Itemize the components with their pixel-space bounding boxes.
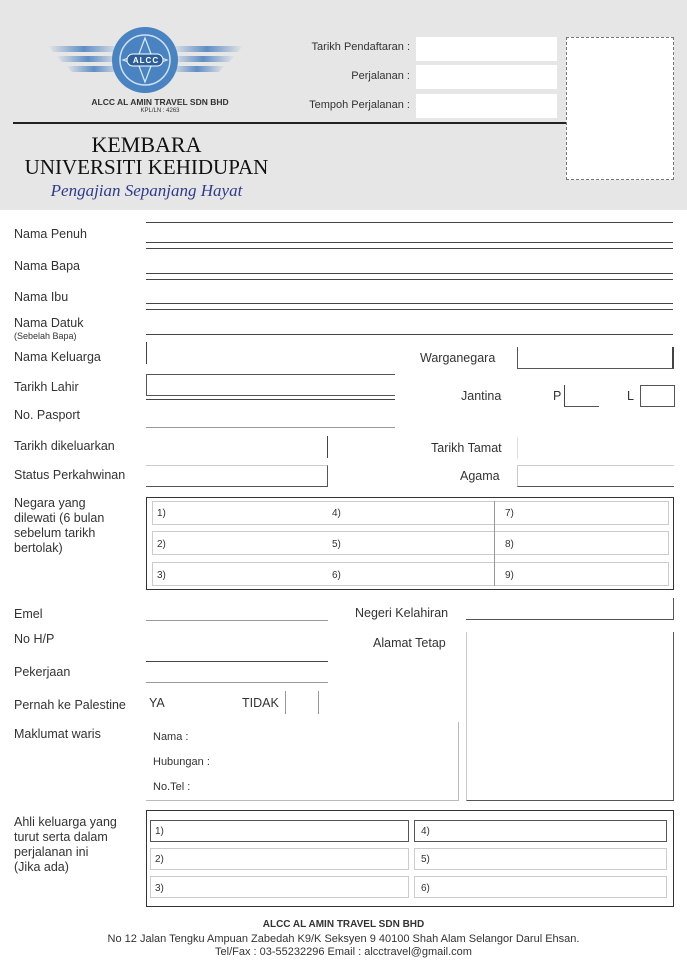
father-name-label: Nama Bapa <box>14 259 81 273</box>
family-row-2b[interactable] <box>414 848 667 870</box>
family-label-1: Ahli keluarga yang <box>14 815 117 829</box>
full-name-line-b[interactable] <box>146 248 673 249</box>
issue-date-field-edge[interactable] <box>327 436 328 458</box>
gender-label: Jantina <box>461 389 502 403</box>
heir-name-label: Nama : <box>153 731 189 743</box>
family-name-label: Nama Keluarga <box>14 350 101 364</box>
religion-label: Agama <box>460 469 500 483</box>
nationality-field[interactable] <box>517 347 674 369</box>
footer-contact: Tel/Fax : 03-55232296 Email : alcctravel@gmail.com <box>215 946 472 958</box>
country-1[interactable]: 1) <box>157 508 166 519</box>
email-label: Emel <box>14 607 43 621</box>
heir-box-bottom <box>146 800 458 801</box>
footer-company: ALCC AL AMIN TRAVEL SDN BHD <box>262 919 425 930</box>
address-field[interactable] <box>466 632 674 801</box>
expiry-date-field[interactable] <box>517 437 674 459</box>
gender-p-checkbox[interactable] <box>564 385 599 407</box>
issue-date-label: Tarikh dikeluarkan <box>14 439 115 453</box>
heir-tel-label: No.Tel : <box>153 781 191 793</box>
passport-line[interactable] <box>146 427 395 428</box>
passport-label: No. Pasport <box>14 408 81 422</box>
trip-field[interactable] <box>416 65 557 89</box>
palestine-label: Pernah ke Palestine <box>14 698 126 712</box>
full-name-line-a <box>146 242 673 243</box>
family-member-3: 3) <box>155 883 164 894</box>
title-line1: KEMBARA <box>91 132 202 157</box>
heir-box-right <box>458 722 459 801</box>
palestine-checkbox[interactable] <box>285 691 319 714</box>
heir-relation-label: Hubungan : <box>153 756 210 768</box>
occupation-label: Pekerjaan <box>14 665 71 679</box>
mother-name-line-a <box>146 303 673 304</box>
country-2[interactable]: 2) <box>157 539 166 550</box>
registration-date-label: Tarikh Pendaftaran : <box>311 41 410 53</box>
registration-date-field[interactable] <box>416 37 557 61</box>
trip-label: Perjalanan : <box>351 70 410 82</box>
grandfather-note: (Sebelah Bapa) <box>14 331 77 341</box>
duration-label: Tempoh Perjalanan : <box>309 99 410 111</box>
country-7[interactable]: 7) <box>505 508 514 519</box>
company-name: ALCC AL AMIN TRAVEL SDN BHD <box>91 97 229 107</box>
nationality-label: Warganegara <box>420 351 496 365</box>
email-line[interactable] <box>146 620 328 621</box>
occupation-line[interactable] <box>146 682 328 683</box>
family-row-1b[interactable] <box>414 820 667 842</box>
family-row-1a[interactable] <box>150 820 409 842</box>
palestine-no[interactable]: TIDAK <box>242 696 279 710</box>
countries-label-2: dilewati (6 bulan <box>14 511 105 525</box>
license-number: KPL/LN : 4263 <box>140 108 180 114</box>
company-logo <box>48 26 243 96</box>
family-row-3a[interactable] <box>150 876 409 898</box>
country-6[interactable]: 6) <box>332 570 341 581</box>
photo-box[interactable] <box>566 37 674 180</box>
family-member-5: 5) <box>421 854 430 865</box>
birth-state-label: Negeri Kelahiran <box>355 606 449 620</box>
countries-label-3: sebelum tarikh <box>14 526 96 540</box>
country-row-3 <box>152 562 669 586</box>
countries-label-4: bertolak) <box>14 541 63 555</box>
family-label-4: (Jika ada) <box>14 860 69 874</box>
subtitle: Pengajian Sepanjang Hayat <box>50 181 243 200</box>
family-member-1: 1) <box>155 826 164 837</box>
family-label-2: turut serta dalam <box>14 830 108 844</box>
duration-field[interactable] <box>416 94 557 118</box>
line-top <box>146 222 673 223</box>
palestine-yes[interactable]: YA <box>149 696 165 710</box>
family-label-3: perjalanan ini <box>14 845 89 859</box>
family-row-3b[interactable] <box>414 876 667 898</box>
title-line2: UNIVERSITI KEHIDUPAN <box>24 155 269 179</box>
country-4[interactable]: 4) <box>332 508 341 519</box>
header-divider <box>13 122 566 124</box>
family-name-tick <box>146 342 147 364</box>
birth-date-label: Tarikh Lahir <box>14 380 79 394</box>
country-col-divider <box>494 501 495 586</box>
phone-line[interactable] <box>146 661 328 662</box>
footer-address: No 12 Jalan Tengku Ampuan Zabedah K9/K Seksyen 9 40100 Shah Alam Selangor Darul Ehsan. <box>107 933 580 945</box>
family-member-2: 2) <box>155 854 164 865</box>
father-name-line-b[interactable] <box>146 279 673 280</box>
address-label: Alamat Tetap <box>373 636 446 650</box>
birth-date-field[interactable] <box>146 374 395 396</box>
marital-status-label: Status Perkahwinan <box>14 468 126 482</box>
logo-text: ALCC <box>132 56 160 65</box>
full-name-label: Nama Penuh <box>14 227 87 241</box>
mother-name-label: Nama Ibu <box>14 290 69 304</box>
country-9[interactable]: 9) <box>505 570 514 581</box>
gender-p-label: P <box>553 389 562 403</box>
grandfather-name-label: Nama Datuk <box>14 316 84 330</box>
family-member-6: 6) <box>421 883 430 894</box>
heir-info-label: Maklumat waris <box>14 727 101 741</box>
father-name-line-a <box>146 273 673 274</box>
grandfather-name-line[interactable] <box>146 334 673 335</box>
birth-date-underline <box>146 399 395 400</box>
country-3[interactable]: 3) <box>157 570 166 581</box>
birth-state-field[interactable] <box>466 598 674 620</box>
gender-l-checkbox[interactable] <box>640 385 675 407</box>
country-5[interactable]: 5) <box>332 539 341 550</box>
family-member-4: 4) <box>421 826 430 837</box>
country-8[interactable]: 8) <box>505 539 514 550</box>
religion-field[interactable] <box>517 465 674 487</box>
countries-label-1: Negara yang <box>14 496 86 510</box>
family-row-2a[interactable] <box>150 848 409 870</box>
country-row-1 <box>152 501 669 525</box>
marital-status-field[interactable] <box>146 465 328 487</box>
phone-label: No H/P <box>14 632 55 646</box>
gender-l-label: L <box>627 389 634 403</box>
country-row-2 <box>152 531 669 555</box>
expiry-date-label: Tarikh Tamat <box>431 441 502 455</box>
mother-name-line-b[interactable] <box>146 309 673 310</box>
